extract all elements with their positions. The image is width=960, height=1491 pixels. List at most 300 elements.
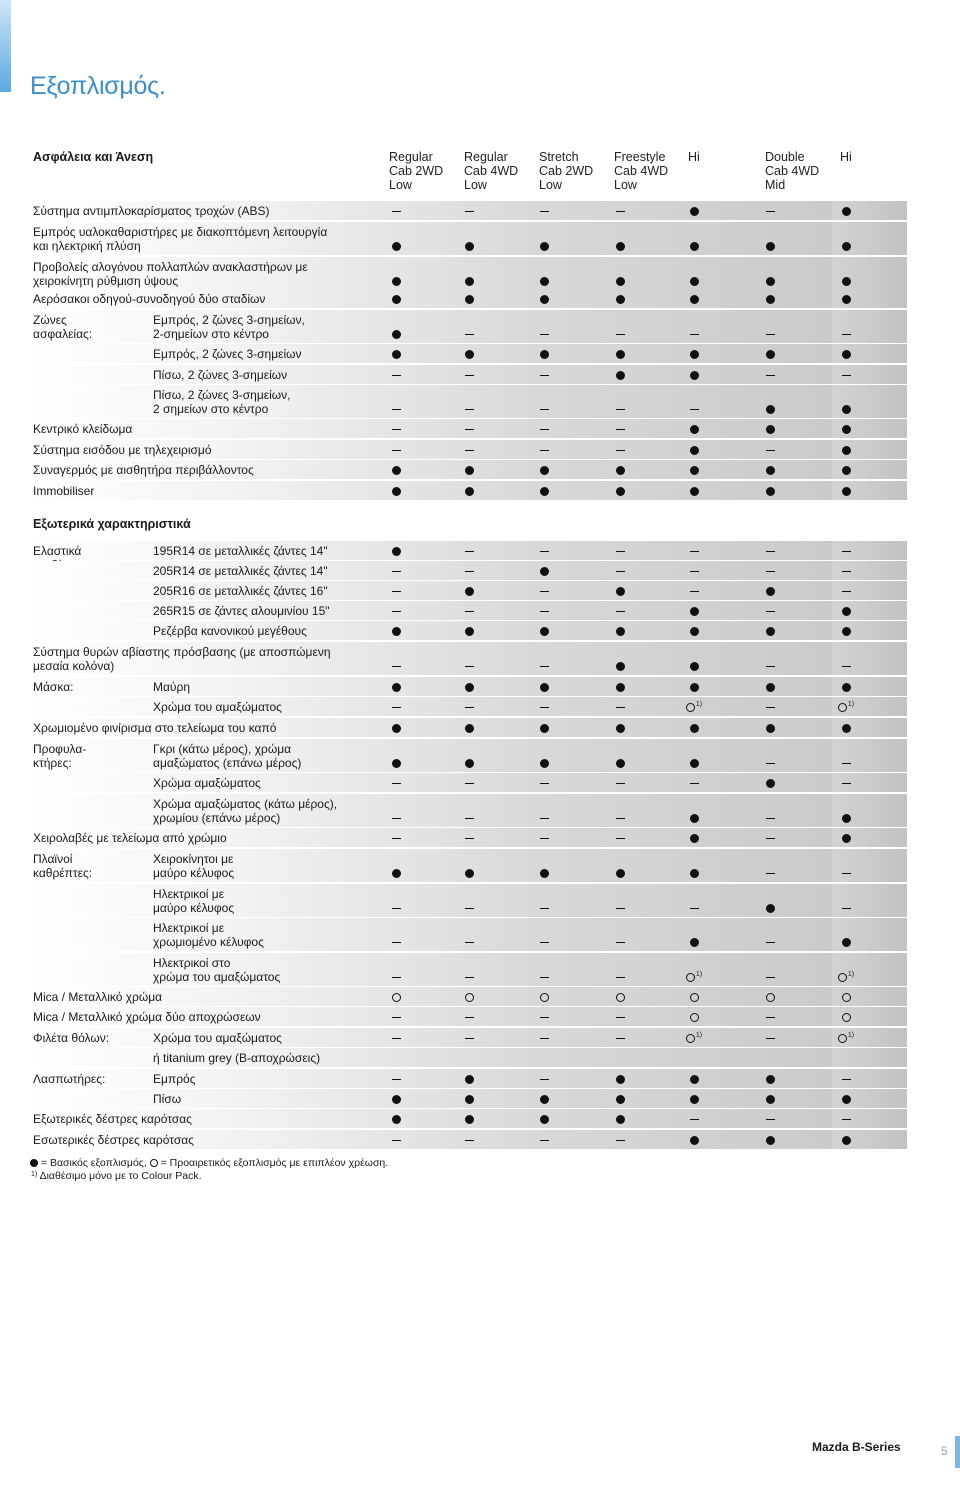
standard-dot-icon xyxy=(610,1092,630,1106)
not-available-dash-icon xyxy=(534,1133,554,1147)
standard-dot-icon xyxy=(684,274,704,288)
not-available-dash-icon xyxy=(386,1072,406,1086)
standard-dot-icon xyxy=(386,756,406,770)
row-label: Πίσω, 2 ζώνες 3-σημείων xyxy=(153,368,288,382)
standard-dot-icon xyxy=(836,831,856,845)
row-group-label: Ζώνες ασφαλείας: xyxy=(33,313,93,341)
not-available-dash-icon xyxy=(610,901,630,915)
not-available-dash-icon xyxy=(459,402,479,416)
standard-dot-icon xyxy=(459,866,479,880)
column-header-line: Cab 4WD xyxy=(464,164,519,178)
not-available-dash-icon xyxy=(386,935,406,949)
row-label: 205R14 σε μεταλλικές ζάντες 14" xyxy=(153,564,328,578)
row-label: Συναγερμός με αισθητήρα περιβάλλοντος xyxy=(33,463,254,477)
not-available-dash-icon xyxy=(610,831,630,845)
standard-dot-icon xyxy=(610,756,630,770)
standard-dot-icon xyxy=(760,402,780,416)
not-available-dash-icon xyxy=(836,368,856,382)
row-label: Εσωτερικές δέστρες καρότσας xyxy=(33,1133,194,1147)
column-header-line: Double xyxy=(765,150,805,164)
standard-dot-icon xyxy=(760,274,780,288)
row-label: Σύστημα θυρών αβίαστης πρόσβασης (με αποσπώμενη μεσαία κολόνα) xyxy=(33,645,331,673)
standard-dot-icon xyxy=(684,239,704,253)
optional-circle-footnote-icon: 1) xyxy=(684,1031,704,1045)
column-header-line: Cab 2WD xyxy=(539,164,594,178)
not-available-dash-icon xyxy=(459,564,479,578)
not-available-dash-icon xyxy=(459,368,479,382)
standard-dot-icon xyxy=(684,1092,704,1106)
footnote-text: Διαθέσιμο μόνο με το Colour Pack. xyxy=(39,1170,202,1182)
not-available-dash-icon xyxy=(760,970,780,984)
standard-dot-icon xyxy=(610,866,630,880)
not-available-dash-icon xyxy=(610,544,630,558)
not-available-dash-icon xyxy=(459,422,479,436)
not-available-dash-icon xyxy=(534,776,554,790)
not-available-dash-icon xyxy=(684,327,704,341)
not-available-dash-icon xyxy=(459,327,479,341)
row-label: Χειρολαβές με τελείωμα από χρώμιο xyxy=(33,831,227,845)
row-label: Αερόσακοι οδηγού-συνοδηγού δύο σταδίων xyxy=(33,292,266,306)
standard-dot-icon xyxy=(836,1092,856,1106)
not-available-dash-icon xyxy=(534,901,554,915)
row-group-label: Προφυλα- κτήρες: xyxy=(33,742,87,770)
legend-standard: = Βασικός εξοπλισμός, xyxy=(40,1157,147,1169)
row-label: Mica / Μεταλλικό χρώμα xyxy=(33,990,163,1004)
not-available-dash-icon xyxy=(534,368,554,382)
standard-dot-icon xyxy=(459,756,479,770)
not-available-dash-icon xyxy=(610,1133,630,1147)
not-available-dash-icon xyxy=(386,901,406,915)
row-label: Mica / Μεταλλικό χρώμα δύο αποχρώσεων xyxy=(33,1010,261,1024)
optional-circle-icon xyxy=(150,1159,158,1167)
standard-dot-icon xyxy=(760,680,780,694)
standard-dot-icon xyxy=(610,292,630,306)
not-available-dash-icon xyxy=(610,327,630,341)
not-available-dash-icon xyxy=(459,700,479,714)
row-label: Χρωμιομένο φινίρισμα στο τελείωμα του καπό xyxy=(33,721,277,735)
not-available-dash-icon xyxy=(760,831,780,845)
not-available-dash-icon xyxy=(534,811,554,825)
standard-dot-icon xyxy=(459,1112,479,1126)
standard-dot-icon xyxy=(610,721,630,735)
not-available-dash-icon xyxy=(534,1072,554,1086)
row-label: ή titanium grey (B-αποχρώσεις) xyxy=(153,1051,321,1065)
standard-dot-icon xyxy=(836,604,856,618)
not-available-dash-icon xyxy=(610,935,630,949)
row-group-label: Ελαστικά xyxy=(33,544,82,558)
not-available-dash-icon xyxy=(610,204,630,218)
not-available-dash-icon xyxy=(459,1031,479,1045)
standard-dot-icon xyxy=(534,239,554,253)
standard-dot-icon xyxy=(760,484,780,498)
not-available-dash-icon xyxy=(760,564,780,578)
optional-circle-icon xyxy=(684,990,704,1004)
not-available-dash-icon xyxy=(386,811,406,825)
row-label: Χρώμα του αμαξώματος xyxy=(153,1031,282,1045)
not-available-dash-icon xyxy=(534,831,554,845)
standard-dot-icon xyxy=(459,292,479,306)
column-header-line: Regular xyxy=(389,150,433,164)
standard-dot-icon xyxy=(760,463,780,477)
column-header xyxy=(464,150,518,192)
not-available-dash-icon xyxy=(610,1010,630,1024)
standard-dot-icon xyxy=(534,274,554,288)
not-available-dash-icon xyxy=(684,1112,704,1126)
column-header-line: Low xyxy=(614,178,637,192)
not-available-dash-icon xyxy=(684,402,704,416)
standard-dot-icon xyxy=(684,811,704,825)
table-row xyxy=(30,419,878,439)
row-label: Εξωτερικές δέστρες καρότσας xyxy=(33,1112,192,1126)
footnote-mark: 1) xyxy=(31,1171,38,1178)
not-available-dash-icon xyxy=(836,901,856,915)
optional-circle-icon xyxy=(836,1010,856,1024)
standard-dot-icon xyxy=(760,584,780,598)
optional-circle-icon xyxy=(386,990,406,1004)
not-available-dash-icon xyxy=(610,422,630,436)
standard-dot-icon xyxy=(459,721,479,735)
standard-dot-icon xyxy=(534,484,554,498)
standard-dot-icon xyxy=(684,292,704,306)
not-available-dash-icon xyxy=(836,756,856,770)
standard-dot-icon xyxy=(610,347,630,361)
not-available-dash-icon xyxy=(534,544,554,558)
standard-dot-icon xyxy=(684,721,704,735)
row-group-label: Φιλέτα θόλων: xyxy=(33,1031,110,1045)
page-number: 5 xyxy=(941,1444,948,1458)
not-available-dash-icon xyxy=(760,368,780,382)
not-available-dash-icon xyxy=(386,776,406,790)
row-group-label: Λασπωτήρες: xyxy=(33,1072,106,1086)
not-available-dash-icon xyxy=(386,831,406,845)
not-available-dash-icon xyxy=(386,584,406,598)
not-available-dash-icon xyxy=(836,544,856,558)
standard-dot-icon xyxy=(30,1159,38,1167)
standard-dot-icon xyxy=(836,624,856,638)
standard-dot-icon xyxy=(610,624,630,638)
row-label: Χρώμα αμαξώματος xyxy=(153,776,261,790)
not-available-dash-icon xyxy=(386,604,406,618)
standard-dot-icon xyxy=(684,624,704,638)
optional-circle-icon xyxy=(534,990,554,1004)
row-group-label: Μάσκα: xyxy=(33,680,74,694)
row-label: Ηλεκτρικοί με μαύρο κέλυφος xyxy=(153,887,235,915)
standard-dot-icon xyxy=(610,239,630,253)
standard-dot-icon xyxy=(459,624,479,638)
standard-dot-icon xyxy=(760,1133,780,1147)
not-available-dash-icon xyxy=(760,204,780,218)
not-available-dash-icon xyxy=(534,700,554,714)
not-available-dash-icon xyxy=(836,776,856,790)
standard-dot-icon xyxy=(684,463,704,477)
standard-dot-icon xyxy=(386,1112,406,1126)
standard-dot-icon xyxy=(684,831,704,845)
not-available-dash-icon xyxy=(836,1072,856,1086)
row-label: Immobiliser xyxy=(33,484,95,498)
standard-dot-icon xyxy=(760,776,780,790)
row-label: Εμπρός, 2 ζώνες 3-σημείων, 2-σημείων στο κέντρο xyxy=(153,313,305,341)
standard-dot-icon xyxy=(610,368,630,382)
standard-dot-icon xyxy=(684,484,704,498)
not-available-dash-icon xyxy=(610,443,630,457)
column-header-line: Hi xyxy=(688,150,700,164)
column-header xyxy=(688,150,700,164)
row-label: Χρώμα του αμαξώματος xyxy=(153,700,282,714)
not-available-dash-icon xyxy=(386,564,406,578)
footer-accent-bar xyxy=(955,1436,960,1468)
not-available-dash-icon xyxy=(836,564,856,578)
optional-circle-footnote-icon: 1) xyxy=(684,970,704,984)
standard-dot-icon xyxy=(836,721,856,735)
standard-dot-icon xyxy=(534,680,554,694)
standard-dot-icon xyxy=(459,680,479,694)
not-available-dash-icon xyxy=(534,402,554,416)
standard-dot-icon xyxy=(534,624,554,638)
not-available-dash-icon xyxy=(610,700,630,714)
not-available-dash-icon xyxy=(534,204,554,218)
not-available-dash-icon xyxy=(684,584,704,598)
standard-dot-icon xyxy=(760,422,780,436)
footnote xyxy=(30,1170,202,1182)
standard-dot-icon xyxy=(534,463,554,477)
not-available-dash-icon xyxy=(760,935,780,949)
standard-dot-icon xyxy=(610,463,630,477)
standard-dot-icon xyxy=(610,680,630,694)
row-label: Μαύρη xyxy=(153,680,190,694)
standard-dot-icon xyxy=(386,347,406,361)
not-available-dash-icon xyxy=(534,443,554,457)
not-available-dash-icon xyxy=(459,776,479,790)
row-label: 195R14 σε μεταλλικές ζάντες 14" xyxy=(153,544,328,558)
not-available-dash-icon xyxy=(534,659,554,673)
standard-dot-icon xyxy=(459,274,479,288)
standard-dot-icon xyxy=(836,935,856,949)
standard-dot-icon xyxy=(534,1112,554,1126)
column-header-line: Low xyxy=(539,178,562,192)
column-header xyxy=(840,150,852,164)
standard-dot-icon xyxy=(459,239,479,253)
not-available-dash-icon xyxy=(459,544,479,558)
optional-circle-footnote-icon: 1) xyxy=(836,700,856,714)
optional-circle-icon xyxy=(684,1010,704,1024)
column-header-line: Mid xyxy=(765,178,786,192)
standard-dot-icon xyxy=(610,584,630,598)
not-available-dash-icon xyxy=(534,604,554,618)
standard-dot-icon xyxy=(534,564,554,578)
standard-dot-icon xyxy=(386,239,406,253)
standard-dot-icon xyxy=(459,347,479,361)
standard-dot-icon xyxy=(386,327,406,341)
column-header-line: Low xyxy=(389,178,412,192)
row-label: Χρώμα αμαξώματος (κάτω μέρος), χρωμίου (επάνω μέρος) xyxy=(153,797,338,825)
standard-dot-icon xyxy=(684,604,704,618)
standard-dot-icon xyxy=(386,1092,406,1106)
not-available-dash-icon xyxy=(534,584,554,598)
standard-dot-icon xyxy=(684,443,704,457)
row-label: Γκρι (κάτω μέρος), χρώμα αμαξώματος (επάνω μέρος) xyxy=(153,742,302,770)
standard-dot-icon xyxy=(459,1092,479,1106)
not-available-dash-icon xyxy=(760,327,780,341)
not-available-dash-icon xyxy=(459,831,479,845)
row-label: 265R15 σε ζάντες αλουμινίου 15" xyxy=(153,604,330,618)
standard-dot-icon xyxy=(386,544,406,558)
standard-dot-icon xyxy=(459,463,479,477)
row-label: Χειροκίνητοι με μαύρο κέλυφος xyxy=(153,852,235,880)
section-title-safety: Ασφάλεια και Άνεση xyxy=(33,150,154,164)
standard-dot-icon xyxy=(684,866,704,880)
not-available-dash-icon xyxy=(610,811,630,825)
row-label: Σύστημα εισόδου με τηλεχειρισμό xyxy=(33,443,212,457)
not-available-dash-icon xyxy=(760,544,780,558)
standard-dot-icon xyxy=(836,402,856,416)
not-available-dash-icon xyxy=(459,604,479,618)
not-available-dash-icon xyxy=(386,1010,406,1024)
standard-dot-icon xyxy=(836,484,856,498)
not-available-dash-icon xyxy=(760,604,780,618)
not-available-dash-icon xyxy=(760,1010,780,1024)
column-header-line: Hi xyxy=(840,150,852,164)
row-label: Πίσω, 2 ζώνες 3-σημείων, 2 σημείων στο κέντρο xyxy=(153,388,291,416)
standard-dot-icon xyxy=(684,680,704,694)
standard-dot-icon xyxy=(836,347,856,361)
standard-dot-icon xyxy=(684,659,704,673)
not-available-dash-icon xyxy=(610,604,630,618)
row-label: Σύστημα αντιμπλοκαρίσματος τροχών (ABS) xyxy=(33,204,270,218)
standard-dot-icon xyxy=(760,901,780,915)
standard-dot-icon xyxy=(836,463,856,477)
not-available-dash-icon xyxy=(684,901,704,915)
column-header-line: Cab 4WD xyxy=(614,164,669,178)
column-header xyxy=(389,150,443,192)
standard-dot-icon xyxy=(836,292,856,306)
not-available-dash-icon xyxy=(459,659,479,673)
standard-dot-icon xyxy=(760,239,780,253)
not-available-dash-icon xyxy=(760,700,780,714)
not-available-dash-icon xyxy=(534,1031,554,1045)
row-label: Προβολείς αλογόνου πολλαπλών ανακλαστήρων με χειροκίνητη ρύθμιση ύψους xyxy=(33,260,308,288)
column-header-line: Stretch xyxy=(539,150,579,164)
standard-dot-icon xyxy=(534,721,554,735)
standard-dot-icon xyxy=(836,680,856,694)
not-available-dash-icon xyxy=(836,584,856,598)
standard-dot-icon xyxy=(836,443,856,457)
brand-name: Mazda B-Series xyxy=(812,1440,901,1454)
not-available-dash-icon xyxy=(459,1133,479,1147)
standard-dot-icon xyxy=(684,1133,704,1147)
not-available-dash-icon xyxy=(386,402,406,416)
not-available-dash-icon xyxy=(836,659,856,673)
standard-dot-icon xyxy=(459,1072,479,1086)
not-available-dash-icon xyxy=(459,935,479,949)
row-label: Ρεζέρβα κανονικού μεγέθους xyxy=(153,624,307,638)
standard-dot-icon xyxy=(684,204,704,218)
not-available-dash-icon xyxy=(386,659,406,673)
optional-circle-footnote-icon: 1) xyxy=(836,1031,856,1045)
row-label: Πίσω xyxy=(153,1092,182,1106)
not-available-dash-icon xyxy=(386,970,406,984)
hi-column-shade xyxy=(832,1048,907,1067)
optional-circle-icon xyxy=(836,990,856,1004)
not-available-dash-icon xyxy=(459,443,479,457)
standard-dot-icon xyxy=(836,204,856,218)
standard-dot-icon xyxy=(610,274,630,288)
not-available-dash-icon xyxy=(534,422,554,436)
standard-dot-icon xyxy=(534,1092,554,1106)
not-available-dash-icon xyxy=(610,402,630,416)
column-header-line: Cab 4WD xyxy=(765,164,820,178)
standard-dot-icon xyxy=(760,1072,780,1086)
standard-dot-icon xyxy=(610,484,630,498)
column-header xyxy=(614,150,668,192)
not-available-dash-icon xyxy=(386,1031,406,1045)
not-available-dash-icon xyxy=(534,327,554,341)
not-available-dash-icon xyxy=(610,970,630,984)
accent-bar xyxy=(0,0,11,92)
standard-dot-icon xyxy=(386,624,406,638)
not-available-dash-icon xyxy=(760,443,780,457)
standard-dot-icon xyxy=(459,484,479,498)
row-label: Ηλεκτρικοί με χρωμιομένο κέλυφος xyxy=(153,921,264,949)
standard-dot-icon xyxy=(386,274,406,288)
standard-dot-icon xyxy=(534,866,554,880)
not-available-dash-icon xyxy=(534,1010,554,1024)
optional-circle-icon xyxy=(760,990,780,1004)
not-available-dash-icon xyxy=(534,970,554,984)
column-header-line: Regular xyxy=(464,150,508,164)
not-available-dash-icon xyxy=(760,1031,780,1045)
standard-dot-icon xyxy=(610,1072,630,1086)
not-available-dash-icon xyxy=(760,659,780,673)
not-available-dash-icon xyxy=(386,443,406,457)
page-title: Εξοπλισμός. xyxy=(30,72,166,100)
not-available-dash-icon xyxy=(836,866,856,880)
column-header-line: Cab 2WD xyxy=(389,164,444,178)
table-row xyxy=(30,481,878,501)
standard-dot-icon xyxy=(684,368,704,382)
standard-dot-icon xyxy=(534,347,554,361)
standard-dot-icon xyxy=(836,1133,856,1147)
not-available-dash-icon xyxy=(684,544,704,558)
standard-dot-icon xyxy=(386,484,406,498)
column-header-line: Low xyxy=(464,178,487,192)
standard-dot-icon xyxy=(684,756,704,770)
not-available-dash-icon xyxy=(386,1133,406,1147)
not-available-dash-icon xyxy=(386,422,406,436)
section-title-exterior: Εξωτερικά χαρακτηριστικά xyxy=(33,517,191,531)
not-available-dash-icon xyxy=(836,1112,856,1126)
not-available-dash-icon xyxy=(534,935,554,949)
standard-dot-icon xyxy=(684,1072,704,1086)
standard-dot-icon xyxy=(760,347,780,361)
optional-circle-icon xyxy=(610,990,630,1004)
standard-dot-icon xyxy=(836,422,856,436)
not-available-dash-icon xyxy=(386,368,406,382)
standard-dot-icon xyxy=(760,721,780,735)
not-available-dash-icon xyxy=(836,327,856,341)
not-available-dash-icon xyxy=(610,1031,630,1045)
not-available-dash-icon xyxy=(459,901,479,915)
not-available-dash-icon xyxy=(760,756,780,770)
legend-optional: = Προαιρετικός εξοπλισμός με επιπλέον χρέωση. xyxy=(160,1157,389,1169)
standard-dot-icon xyxy=(760,1092,780,1106)
not-available-dash-icon xyxy=(610,564,630,578)
not-available-dash-icon xyxy=(684,564,704,578)
row-group-label: Πλαϊνοί καθρέπτες: xyxy=(33,852,93,880)
standard-dot-icon xyxy=(534,756,554,770)
row-label: Ηλεκτρικοί στο χρώμα του αμαξώματος xyxy=(153,956,281,984)
not-available-dash-icon xyxy=(760,1112,780,1126)
not-available-dash-icon xyxy=(386,204,406,218)
